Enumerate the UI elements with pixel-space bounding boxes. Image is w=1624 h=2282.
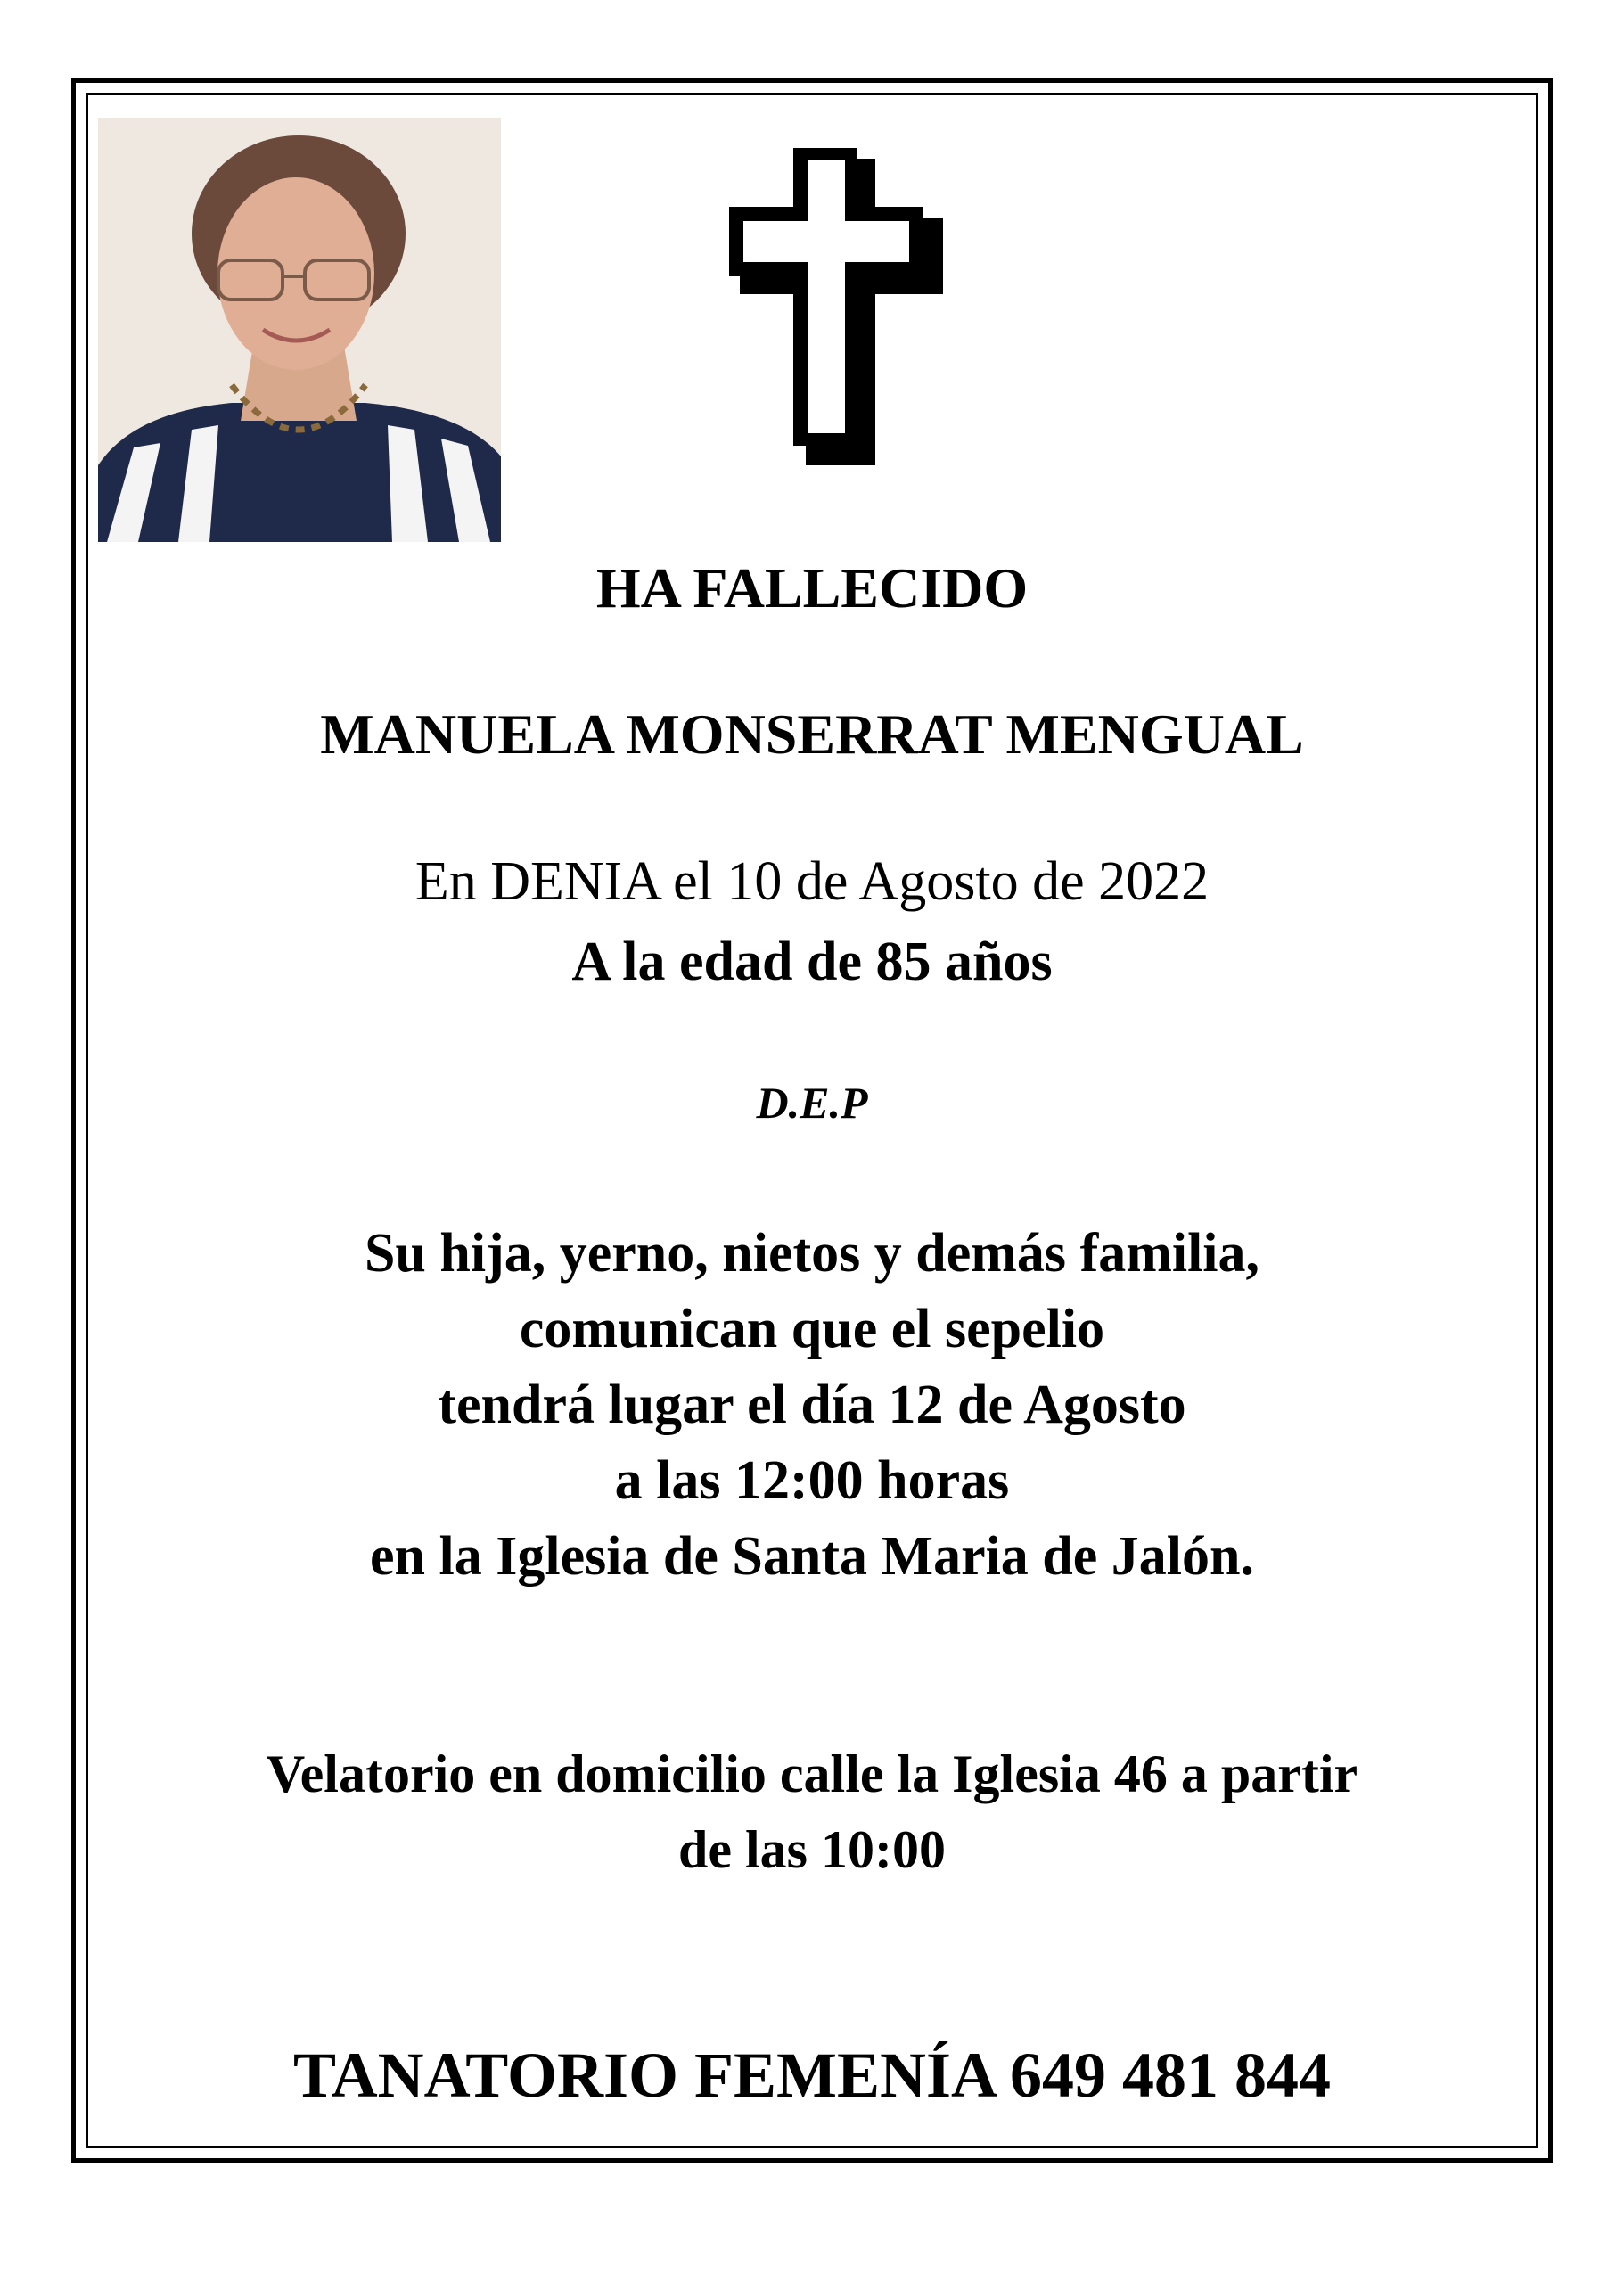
wake-line-2: de las 10:00 (678, 1820, 946, 1879)
wake-line-1: Velatorio en domicilio calle la Iglesia 46 a partir (266, 1744, 1358, 1803)
burial-line-5: en la Iglesia de Santa Maria de Jalón. (369, 1526, 1255, 1587)
cross-icon (724, 143, 956, 474)
portrait-photo (98, 118, 501, 542)
funeral-home-footer: TANATORIO FEMENÍA 649 481 844 (292, 2040, 1332, 2111)
deceased-name: MANUELA MONSERRAT MENGUAL (320, 702, 1304, 766)
dep-text: D.E.P (756, 1078, 868, 1128)
burial-line-4: a las 12:00 horas (614, 1450, 1010, 1511)
notice-heading: HA FALLECIDO (595, 556, 1029, 620)
place-date: En DENIA el 10 de Agosto de 2022 (414, 851, 1210, 912)
burial-line-3: tendrá lugar el día 12 de Agosto (438, 1375, 1186, 1435)
burial-line-2: comunican que el sepelio (519, 1299, 1105, 1359)
age-line: A la edad de 85 años (571, 932, 1053, 992)
burial-line-1: Su hija, yerno, nietos y demás familia, (364, 1223, 1260, 1284)
